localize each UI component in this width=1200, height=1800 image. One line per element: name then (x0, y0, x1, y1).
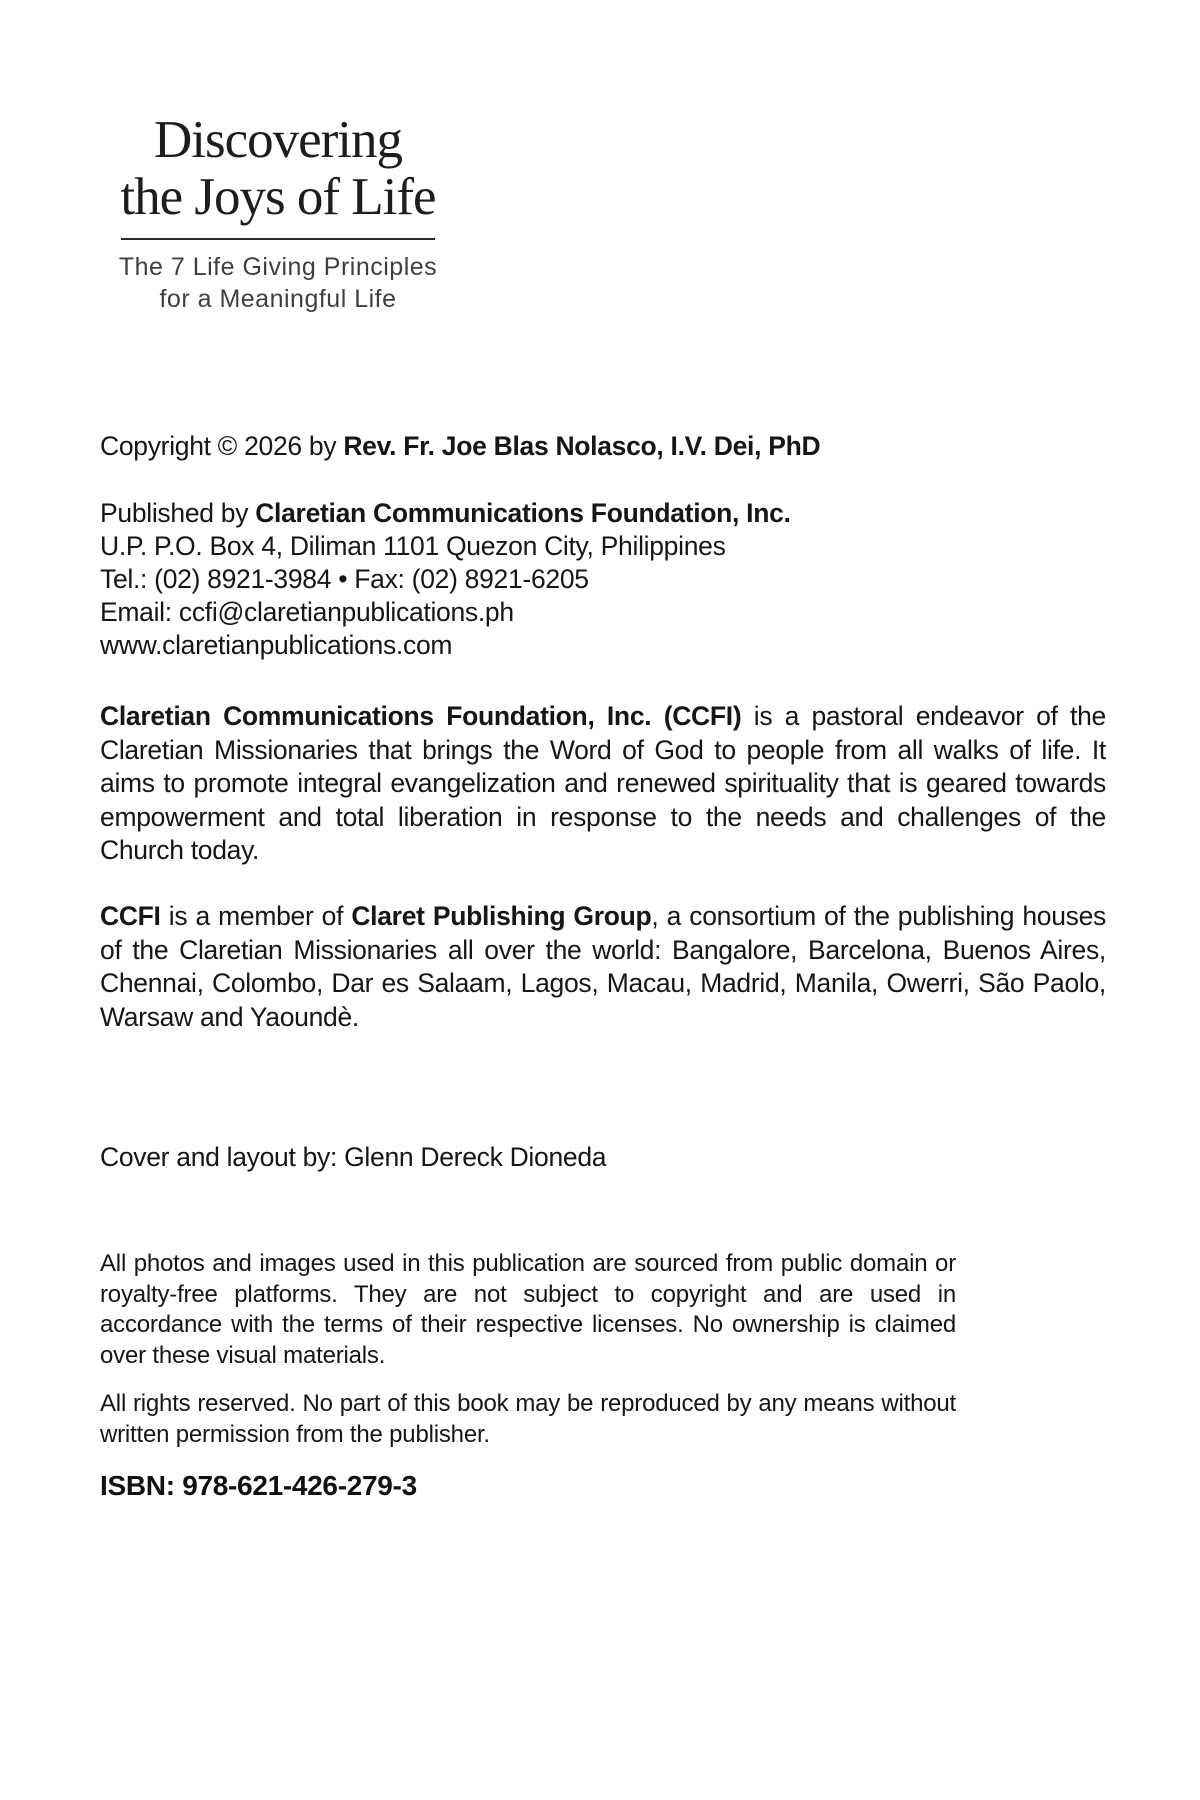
cover-layout-credit: Cover and layout by: Glenn Dereck Dioneda (100, 1142, 607, 1172)
image-license-notice: All photos and images used in this publication are sourced from public domain or royalty-free platforms. They are not subject to copyright and are used in accordance with the terms of their respective licenses. No ownership is claimed over these visual materials. (100, 1250, 956, 1369)
publisher-tel-fax: Tel.: (02) 8921-3984 • Fax: (02) 8921-6205 (100, 564, 589, 594)
claret-group-bold2: Claret Publishing Group (351, 901, 652, 931)
book-subtitle-line2: for a Meaningful Life (159, 285, 397, 313)
about-ccfi-bold: Claretian Communications Foundation, Inc. (CCFI) (100, 701, 742, 731)
copyright-author: Rev. Fr. Joe Blas Nolasco, I.V. Dei, PhD (343, 431, 821, 461)
claret-group-text1: is a member of (160, 901, 352, 931)
logo-divider (121, 238, 435, 240)
book-subtitle-line1: The 7 Life Giving Principles (118, 253, 438, 281)
publisher-website: www.claretianpublications.com (100, 630, 453, 660)
about-ccfi-text: is a pastoral endeavor of the Claretian Missionaries that brings the Word of God to people from all walks of life. It aims to promote integral evangelization and renewed spirituality that is geared towards empowerment and total liberation in response to the needs and challenges of the Church today. (100, 701, 1106, 865)
copyright-line (100, 430, 820, 463)
rights-reserved-notice: All rights reserved. No part of this book may be reproduced by any means without written permission from the publisher. (100, 1390, 956, 1448)
publisher-name: Claretian Communications Foundation, Inc. (255, 498, 791, 528)
about-ccfi-paragraph (100, 700, 1106, 868)
copyright-prefix: Copyright © 2026 by (100, 431, 344, 461)
isbn: ISBN: 978-621-426-279-3 (100, 1470, 417, 1501)
published-by-prefix: Published by (100, 498, 256, 528)
claret-group-bold1: CCFI (100, 901, 161, 931)
book-title-line2: the Joys of Life (120, 168, 436, 226)
publisher-block (100, 497, 791, 662)
book-logo (92, 112, 464, 315)
book-title-line1: Discovering (153, 111, 403, 169)
publisher-email: Email: ccfi@claretianpublications.ph (100, 597, 514, 627)
claret-group-paragraph (100, 900, 1106, 1034)
claret-group-text2: , a consortium of the publishing houses of the Claretian Missionaries all over the world: Bangalore, Barcelona, Buenos Aires, Chennai, Colombo, Dar es Salaam, Lagos, Macau, Madrid, Manila, Owerri, São Paolo, Warsaw and Yaoundè. (100, 901, 1106, 1032)
published-by-line (100, 497, 791, 530)
publisher-address: U.P. P.O. Box 4, Diliman 1101 Quezon City, Philippines (100, 531, 726, 561)
